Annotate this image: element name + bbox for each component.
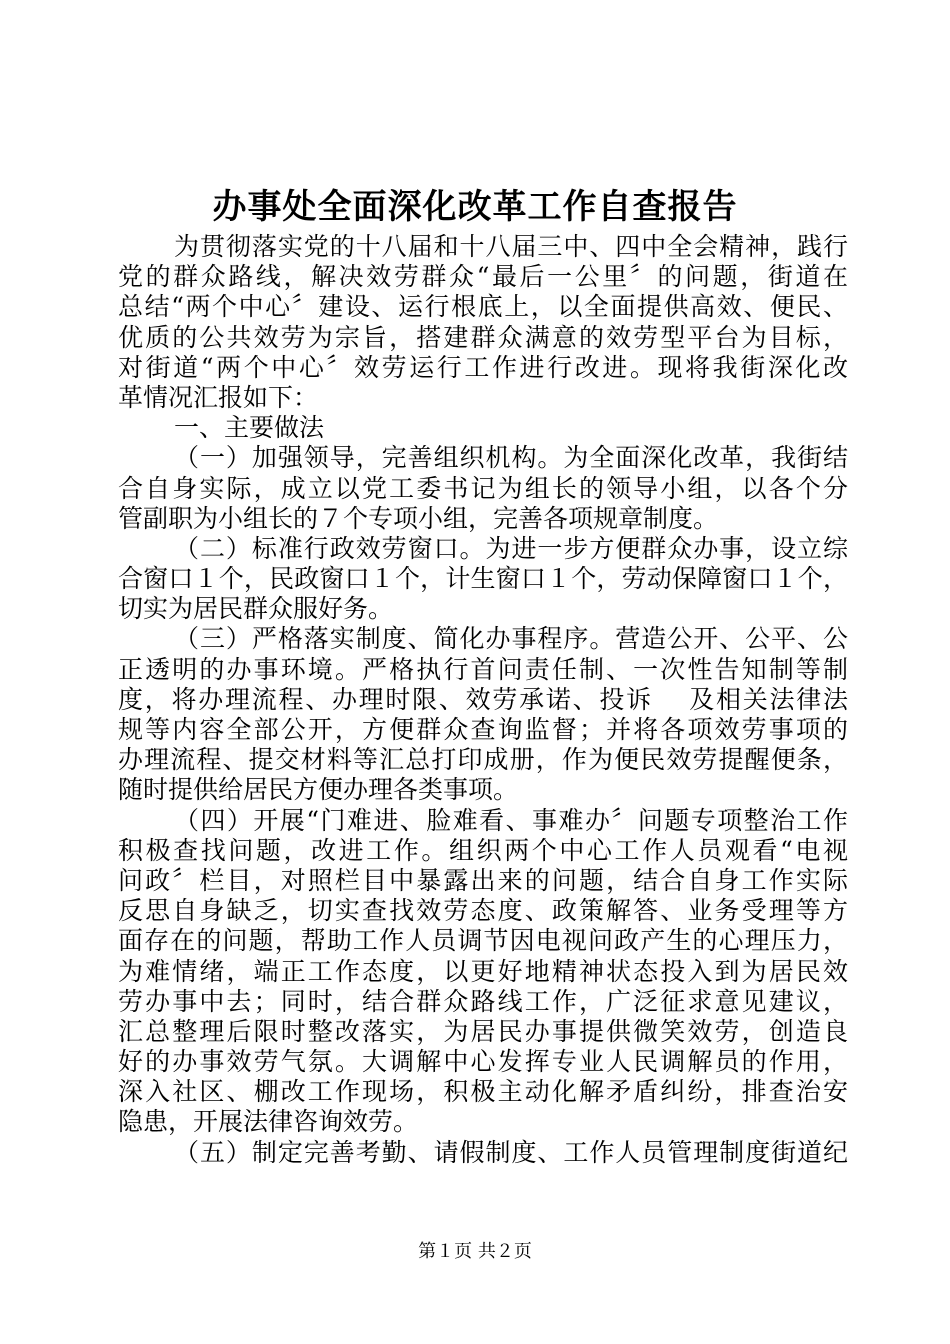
body-line: 合窗口１个，民政窗口１个，计生窗口１个，劳动保障窗口１个， xyxy=(118,564,848,594)
body-line: 深入社区、棚改工作现场，积极主动化解矛盾纠纷，排查治安 xyxy=(118,1077,848,1107)
body-line: 面存在的问题，帮助工作人员调节因电视问政产生的心理压力， xyxy=(118,926,848,956)
body-line: 管副职为小组长的７个专项小组，完善各项规章制度。 xyxy=(118,503,719,533)
body-line: （二）标准行政效劳窗口。为进一步方便群众办事，设立综 xyxy=(174,533,848,563)
body-line: 合自身实际，成立以党工委书记为组长的领导小组，以各个分 xyxy=(118,473,848,503)
document-body xyxy=(118,232,848,1168)
body-line: 为贯彻落实党的十八届和十八届三中、四中全会精神，践行 xyxy=(174,232,848,261)
body-line: 正透明的办事环境。严格执行首问责任制、一次性告知制等制 xyxy=(118,654,848,684)
body-line: 革情况汇报如下： xyxy=(118,382,319,412)
body-line: 办理流程、提交材料等汇总打印成册，作为便民效劳提醒便条， xyxy=(118,745,848,775)
body-line: 对街道“两个中心〞效劳运行工作进行改进。现将我街深化改 xyxy=(118,352,848,382)
body-line: 总结“两个中心〞建设、运行根底上，以全面提供高效、便民、 xyxy=(118,292,848,322)
body-line: 切实为居民群众服好务。 xyxy=(118,594,394,624)
body-line: 反思自身缺乏，切实查找效劳态度、政策解答、业务受理等方 xyxy=(118,896,848,926)
body-line: 规等内容全部公开，方便群众查询监督；并将各项效劳事项的 xyxy=(118,715,848,744)
body-line: 为难情绪，端正工作态度，以更好地精神状态投入到为居民效 xyxy=(118,956,848,986)
body-line: 积极查找问题，改进工作。组织两个中心工作人员观看“电视 xyxy=(118,835,848,865)
page-footer: 第１页 共２页 xyxy=(418,1241,532,1262)
body-line: 好的办事效劳气氛。大调解中心发挥专业人民调解员的作用， xyxy=(118,1047,848,1077)
body-line: 汇总整理后限时整改落实，为居民办事提供微笑效劳，创造良 xyxy=(118,1016,848,1046)
body-line: 度，将办理流程、办理时限、效劳承诺、投诉 及相关法律法 xyxy=(118,684,848,714)
document-title: 办事处全面深化改革工作自查报告 xyxy=(212,187,738,227)
body-line: 党的群众路线，解决效劳群众“最后一公里〞的问题，街道在 xyxy=(118,262,848,292)
body-line: 随时提供给居民方便办理各类事项。 xyxy=(118,775,519,805)
body-line: （三）严格落实制度、简化办事程序。营造公开、公平、公 xyxy=(174,624,848,654)
body-line: 劳办事中去；同时，结合群众路线工作，广泛征求意见建议， xyxy=(118,986,848,1016)
body-line: 问政〞栏目，对照栏目中暴露出来的问题，结合自身工作实际 xyxy=(118,865,848,895)
body-line: 隐患，开展法律咨询效劳。 xyxy=(118,1107,419,1137)
body-line: （一）加强领导，完善组织机构。为全面深化改革，我街结 xyxy=(174,443,848,473)
body-line: 优质的公共效劳为宗旨，搭建群众满意的效劳型平台为目标， xyxy=(118,322,848,352)
section-heading: 一、主要做法 xyxy=(174,413,325,443)
body-line: （四）开展“门难进、脸难看、事难办〞问题专项整治工作 xyxy=(174,805,848,835)
body-line: （五）制定完善考勤、请假制度、工作人员管理制度街道纪 xyxy=(174,1137,848,1167)
